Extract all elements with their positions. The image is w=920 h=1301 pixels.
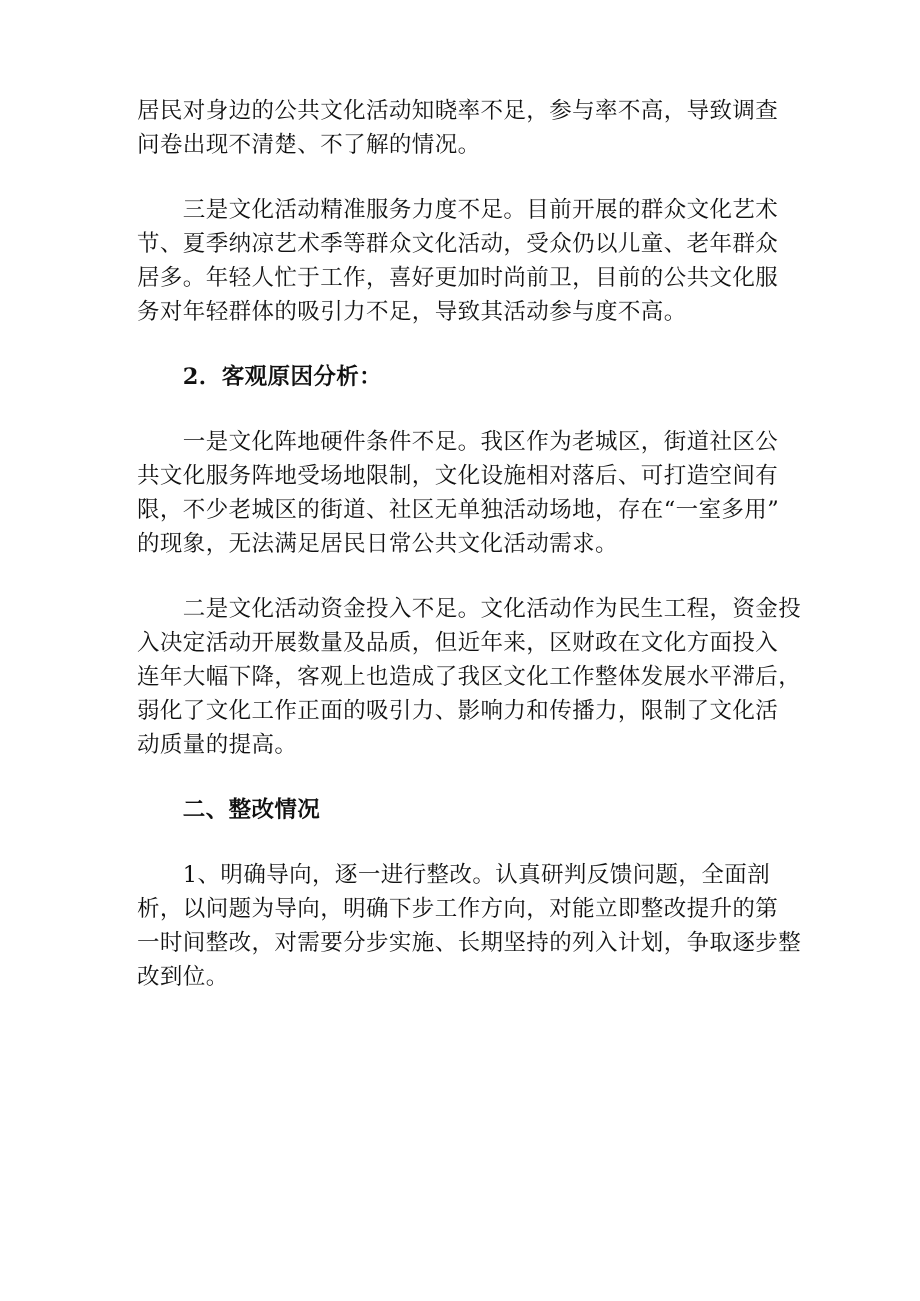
heading-line: 2．客观原因分析：	[137, 364, 383, 390]
text-line: 节、夏季纳凉艺术季等群众文化活动，受众仍以儿童、老年群众	[137, 231, 779, 257]
text-line: 弱化了文化工作正面的吸引力、影响力和传播力，限制了文化活	[137, 698, 779, 724]
paragraph-hardware	[137, 425, 794, 561]
text-line: 改到位。	[137, 964, 229, 990]
heading-line: 二、整改情况	[137, 797, 321, 823]
text-line: 析，以问题为导向，明确下步工作方向，对能立即整改提升的第	[137, 896, 779, 922]
text-line: 一时间整改，对需要分步实施、长期坚持的列入计划，争取逐步整	[137, 930, 802, 956]
text-line: 限，不少老城区的街道、社区无单独活动场地，存在“一室多用”	[137, 497, 780, 523]
text-line: 居民对身边的公共文化活动知晓率不足，参与率不高，导致调查	[137, 98, 779, 124]
paragraph-awareness	[137, 94, 794, 162]
text-line: 问卷出现不清楚、不了解的情况。	[137, 132, 481, 158]
section-heading-objective-causes	[137, 360, 794, 394]
text-line: 一是文化阵地硬件条件不足。我区作为老城区，街道社区公	[137, 429, 779, 455]
paragraph-rectification-guidance	[137, 858, 802, 994]
text-line: 二是文化活动资金投入不足。文化活动作为民生工程，资金投	[137, 596, 802, 622]
text-line: 入决定活动开展数量及品质，但近年来，区财政在文化方面投入	[137, 630, 779, 656]
text-line: 的现象，无法满足居民日常公共文化活动需求。	[137, 531, 618, 557]
text-line: 居多。年轻人忙于工作，喜好更加时尚前卫，目前的公共文化服	[137, 265, 779, 291]
text-line: 连年大幅下降，客观上也造成了我区文化工作整体发展水平滞后，	[137, 664, 802, 690]
section-heading-rectification	[137, 793, 794, 827]
text-line: 1、明确导向，逐一进行整改。认真研判反馈问题，全面剖	[137, 862, 771, 888]
text-line: 三是文化活动精准服务力度不足。目前开展的群众文化艺术	[137, 197, 779, 223]
paragraph-service-precision	[137, 193, 794, 329]
text-line: 共文化服务阵地受场地限制，文化设施相对落后、可打造空间有	[137, 463, 779, 489]
text-line: 动质量的提高。	[137, 732, 298, 758]
text-line: 务对年轻群体的吸引力不足，导致其活动参与度不高。	[137, 299, 687, 325]
paragraph-funding	[137, 592, 802, 762]
